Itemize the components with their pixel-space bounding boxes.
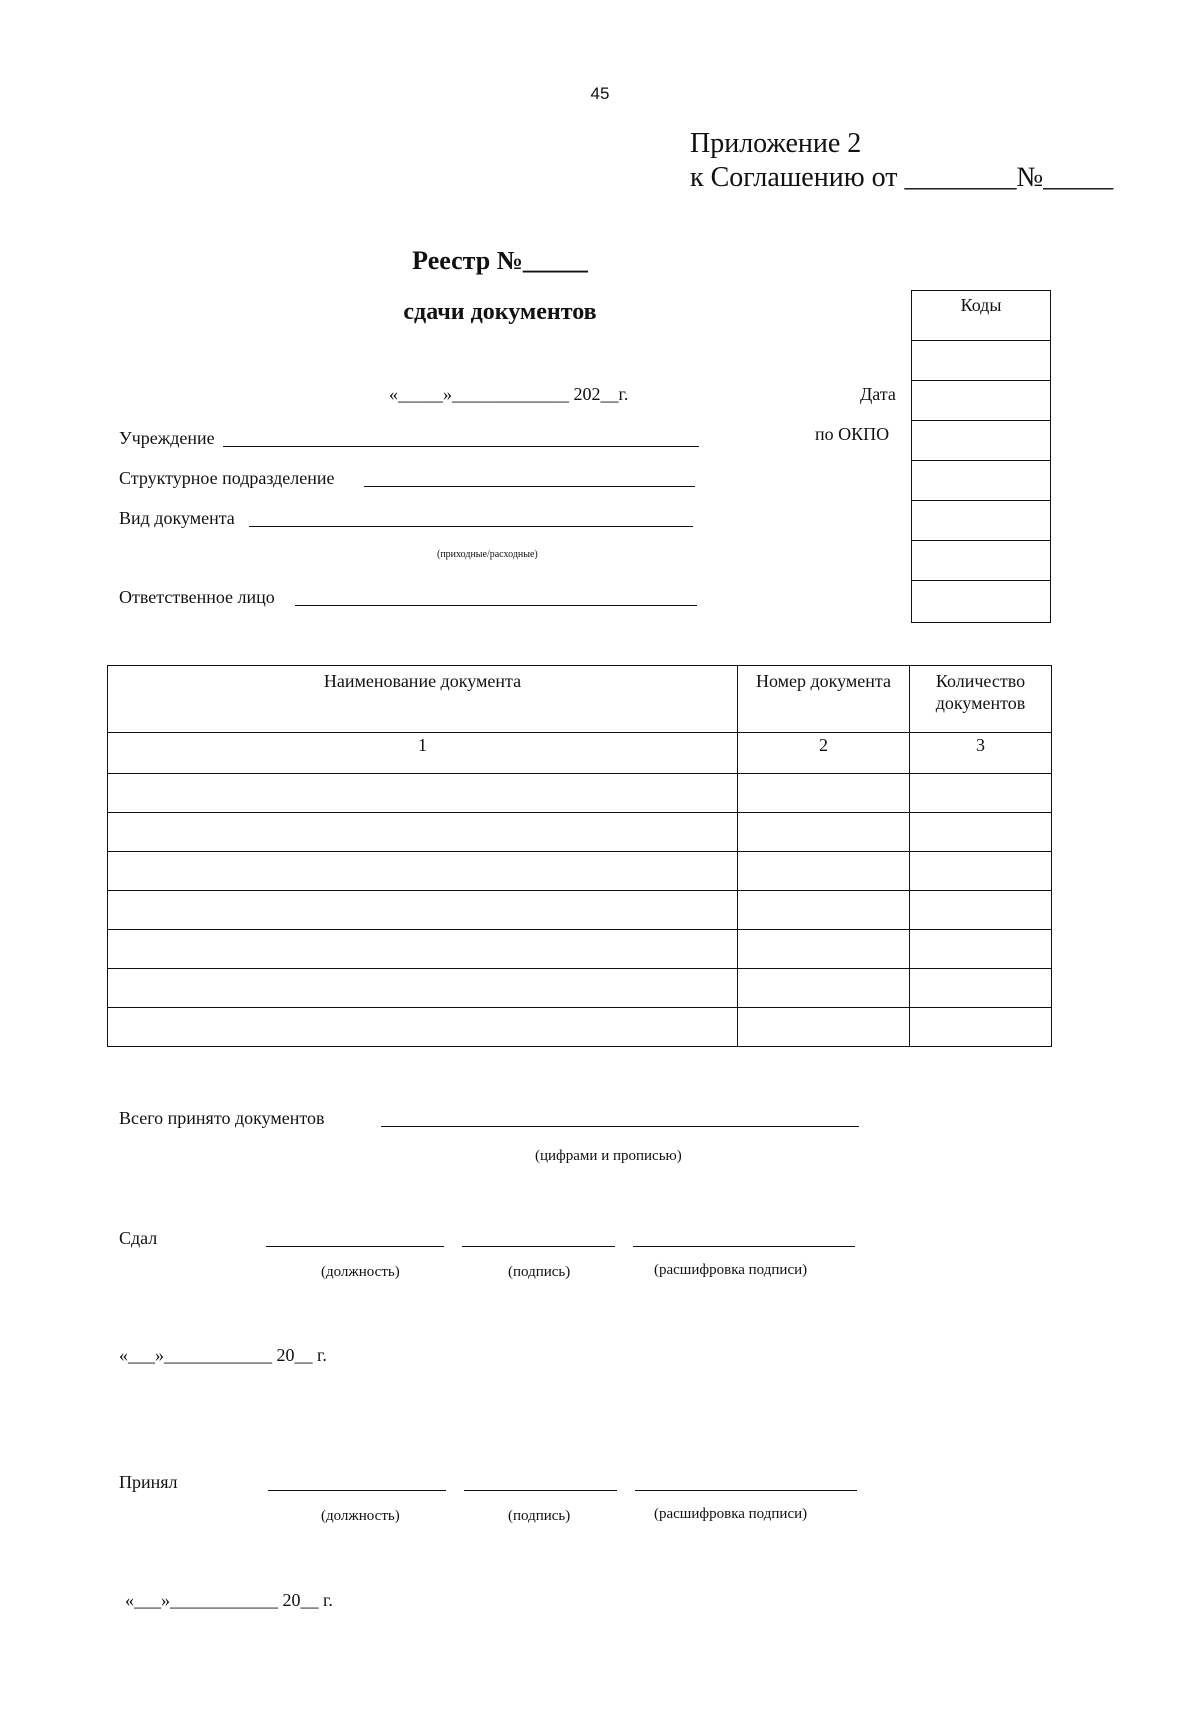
codes-cell (912, 501, 1050, 541)
page-number: 45 (590, 84, 610, 103)
table-numbers-row (108, 733, 1052, 774)
column-number: 1 (108, 733, 738, 774)
table-row (108, 891, 1052, 930)
date-label: Дата (860, 384, 896, 404)
doc-type-label: Вид документа (119, 508, 235, 528)
accepted-position-caption: (должность) (321, 1508, 400, 1524)
okpo-label: по ОКПО (815, 424, 890, 444)
table-row (108, 969, 1052, 1008)
division-label: Структурное подразделение (119, 468, 335, 488)
appendix-subtitle: к Соглашению от ________№_____ (690, 162, 1114, 193)
table-row (108, 930, 1052, 969)
accepted-decoding-caption: (расшифровка подписи) (654, 1506, 808, 1522)
register-date-line: «_____»_____________ 202__г. (389, 384, 629, 404)
handed-decoding-line (633, 1246, 855, 1247)
codes-cell (912, 461, 1050, 501)
accepted-signature-line (464, 1490, 617, 1491)
appendix-title: Приложение 2 (690, 128, 862, 159)
handed-signature-line (462, 1246, 615, 1247)
handed-label: Сдал (119, 1228, 158, 1248)
accepted-signature-caption: (подпись) (508, 1508, 571, 1524)
responsible-line (295, 605, 697, 606)
total-hint: (цифрами и прописью) (535, 1148, 682, 1164)
institution-label: Учреждение (119, 428, 215, 448)
handed-decoding-caption: (расшифровка подписи) (654, 1262, 808, 1278)
codes-cell (912, 581, 1050, 621)
codes-cell-date (912, 381, 1050, 421)
doc-type-hint: (приходные/расходные) (437, 549, 538, 560)
table-row (108, 813, 1052, 852)
register-title: Реестр №_____ (412, 246, 588, 275)
column-number: 2 (738, 733, 910, 774)
responsible-label: Ответственное лицо (119, 587, 275, 607)
header-doc-number: Номер документа (738, 666, 910, 733)
handed-position-line (266, 1246, 444, 1247)
header-doc-name: Наименование документа (108, 666, 738, 733)
codes-cell (912, 341, 1050, 381)
table-row (108, 774, 1052, 813)
division-line (364, 486, 695, 487)
accepted-decoding-line (635, 1490, 857, 1491)
codes-header: Коды (912, 291, 1050, 341)
documents-table (107, 665, 1052, 1047)
total-line (381, 1126, 859, 1127)
accepted-date: «___»____________ 20__ г. (125, 1590, 333, 1610)
codes-box (911, 290, 1051, 623)
column-number: 3 (910, 733, 1052, 774)
handed-position-caption: (должность) (321, 1264, 400, 1280)
accepted-position-line (268, 1490, 446, 1491)
institution-line (223, 446, 699, 447)
register-subtitle: сдачи документов (403, 299, 597, 325)
doc-type-line (249, 526, 693, 527)
codes-cell (912, 541, 1050, 581)
header-doc-count: Количество документов (910, 666, 1052, 733)
codes-cell-okpo (912, 421, 1050, 461)
handed-signature-caption: (подпись) (508, 1264, 571, 1280)
accepted-label: Принял (119, 1472, 178, 1492)
total-label: Всего принято документов (119, 1108, 325, 1128)
table-row (108, 852, 1052, 891)
table-row (108, 1008, 1052, 1047)
handed-date: «___»____________ 20__ г. (119, 1345, 327, 1365)
table-header-row (108, 666, 1052, 733)
